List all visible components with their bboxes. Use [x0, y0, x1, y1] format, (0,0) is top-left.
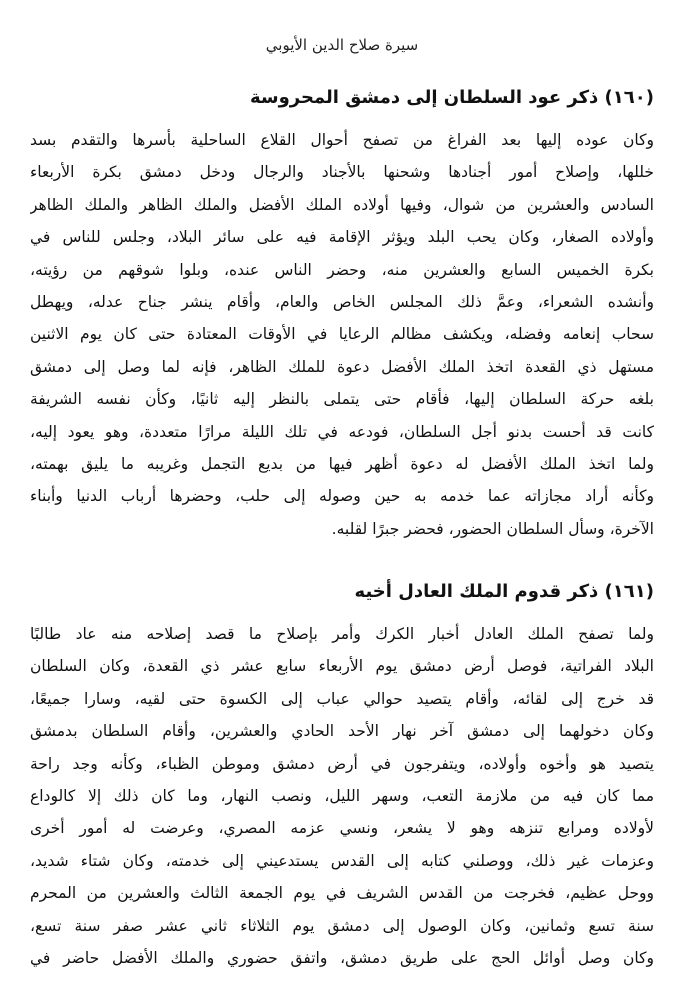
- section-heading: (١٦٠) ذكر عود السلطان إلى دمشق المحروسة: [249, 87, 654, 108]
- text-line: وأولاده الصغار، وكان يحب البلد ويؤثر الإقامة فيه على سائر البلاد، وجلس للناس في: [30, 228, 654, 247]
- text-line: مستهل ذي القعدة اتخذ الملك الأفضل دعوة للملك الظاهر، فإنه لما وصل إلى دمشق: [30, 357, 654, 376]
- text-line: وأنشده الشعراء، وعمَّ ذلك المجلس الخاص والعام، وأقام ينشر جناح عدله، ويهطل: [30, 292, 654, 311]
- text-line: ووحل عظيم، فخرجت من القدس الشريف في يوم الجمعة الثالث والعشرين من المحرم: [30, 884, 654, 903]
- text-line: كانت قد أحست بدنو أجل السلطان، فودعه في تلك الليلة مرارًا متعددة، وهو يعود إليه،: [30, 422, 654, 441]
- section-body: [30, 114, 654, 545]
- text-line-last: الآخرة، وسأل السلطان الحضور، فحضر جبرًا لقلبه.: [331, 519, 654, 538]
- text-line: سنة تسع وثمانين، وكان الوصول إلى دمشق يوم الثلاثاء ثاني عشر صفر سنة تسع،: [30, 916, 654, 935]
- section-body: [30, 608, 654, 974]
- text-line: بكرة الخميس السابع والعشرين منه، وحضر الناس عنده، وبلوا شوقهم من رؤيته،: [30, 260, 654, 279]
- text-line: يتصيد هو وأخوه وأولاده، ويتفرجون في أرض دمشق وموطن الظباء، وكأنه وجد راحة: [30, 754, 654, 773]
- text-line: لأولاده ومرابع تنزهه وهو لا يشعر، ونسي عزمه المصري، وعرضت له أمور أخرى: [30, 819, 654, 838]
- section-160: [30, 82, 654, 545]
- section-161: [30, 576, 654, 974]
- text-line: السادس والعشرين من شوال، وفيها أولاده الملك الأفضل والملك الظاهر والملك الظاهر: [30, 195, 654, 214]
- text-line: وكان دخولهما إلى دمشق آخر نهار الأحد الحادي والعشرين، وأقام السلطان بدمشق: [30, 722, 654, 741]
- text-line: ولما اتخذ الملك الأفضل له دعوة أظهر فيها من بديع التجمل وغريبه ما يليق بهمته،: [30, 454, 654, 473]
- text-line: مما كان فيه من ملازمة التعب، وسهر الليل، ونصب النهار، وما كان ذلك إلا كالوداع: [30, 786, 654, 805]
- text-line: سحاب إنعامه وفضله، ويكشف مظالم الرعايا في الأوقات المعتادة حتى كان يوم الاثنين: [30, 325, 654, 344]
- text-line: خللها، وإصلاح أمور أجنادها وشحنها بالأجناد والرجال ودخل دمشق بكرة الأربعاء: [30, 163, 654, 182]
- section-heading: (١٦١) ذكر قدوم الملك العادل أخيه: [354, 581, 654, 602]
- running-header: سيرة صلاح الدين الأيوبي: [265, 36, 419, 54]
- text-line: قد خرج إلى لقائه، وأقام يتصيد حوالي عباب إلى الكسوة حتى لقيه، وسارا جميعًا،: [30, 689, 654, 708]
- text-line: البلاد الفراتية، فوصل أرض دمشق يوم الأربعاء سابع عشر ذي القعدة، وكان السلطان: [30, 657, 654, 676]
- text-line: وكان عوده إليها بعد الفراغ من تصفح أحوال القلاع الساحلية بأسرها والتقدم بسد: [30, 131, 654, 149]
- text-line: ولما تصفح الملك العادل أخبار الكرك وأمر بإصلاح ما قصد إصلاحه منه عاد طالبًا: [30, 625, 654, 643]
- text-line: بلغه حركة السلطان إليها، فأقام حتى يتملى بالنظر إليه ثانيًا، وكأن نفسه الشريفة: [30, 390, 654, 409]
- text-line: وعزمات غير ذلك، ووصلني كتابه إلى القدس يستدعيني إلى خدمته، وكان شتاء شديد،: [30, 851, 654, 870]
- text-line: وكأنه أراد مجازاته عما خدمه به حين وصوله إلى حلب، وحضرها أرباب الدنيا وأبناء: [30, 487, 654, 506]
- text-line: وكان وصل أوائل الحج على طريق دمشق، واتفق حضوري والملك الأفضل حاضر في: [30, 948, 654, 967]
